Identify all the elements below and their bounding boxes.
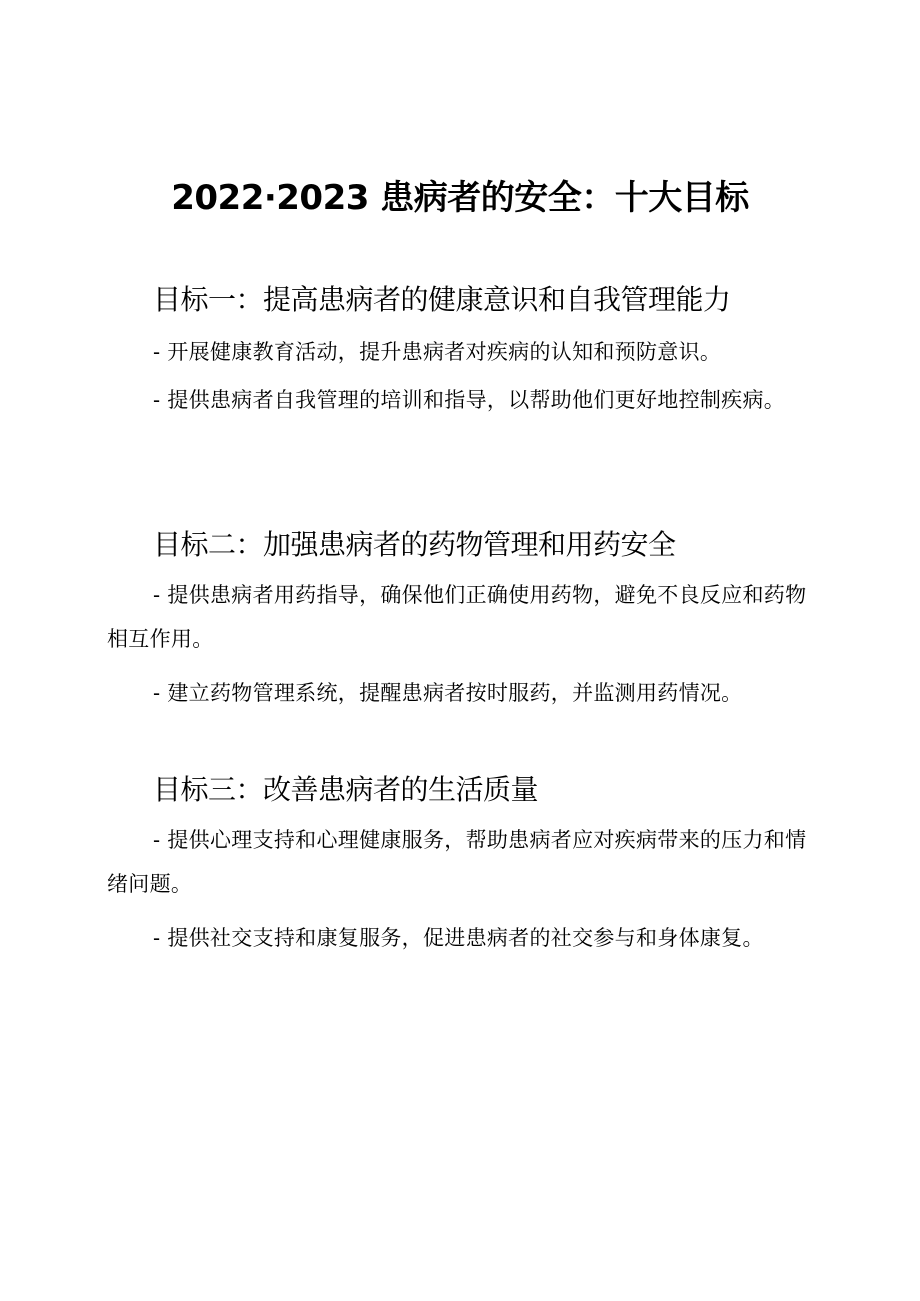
section-item: - 开展健康教育活动，提升患病者对疾病的认知和预防意识。 — [153, 340, 722, 364]
section-heading: 目标三：改善患病者的生活质量 — [153, 773, 539, 806]
section-item: - 提供患病者自我管理的培训和指导，以帮助他们更好地控制疾病。 — [153, 388, 786, 412]
section-item: - 提供心理支持和心理健康服务，帮助患病者应对疾病带来的压力和情绪问题。 — [107, 828, 807, 896]
section-heading: 目标一：提高患病者的健康意识和自我管理能力 — [153, 283, 731, 316]
section-item: - 提供患病者用药指导，确保他们正确使用药物，避免不良反应和药物相互作用。 — [107, 583, 807, 651]
section-item: - 提供社交支持和康复服务，促进患病者的社交参与和身体康复。 — [153, 926, 764, 950]
section-heading: 目标二：加强患病者的药物管理和用药安全 — [153, 528, 676, 561]
section-item: - 建立药物管理系统，提醒患病者按时服药，并监测用药情况。 — [153, 681, 743, 705]
document-title: 2022·2023 患病者的安全：十大目标 — [171, 178, 749, 218]
